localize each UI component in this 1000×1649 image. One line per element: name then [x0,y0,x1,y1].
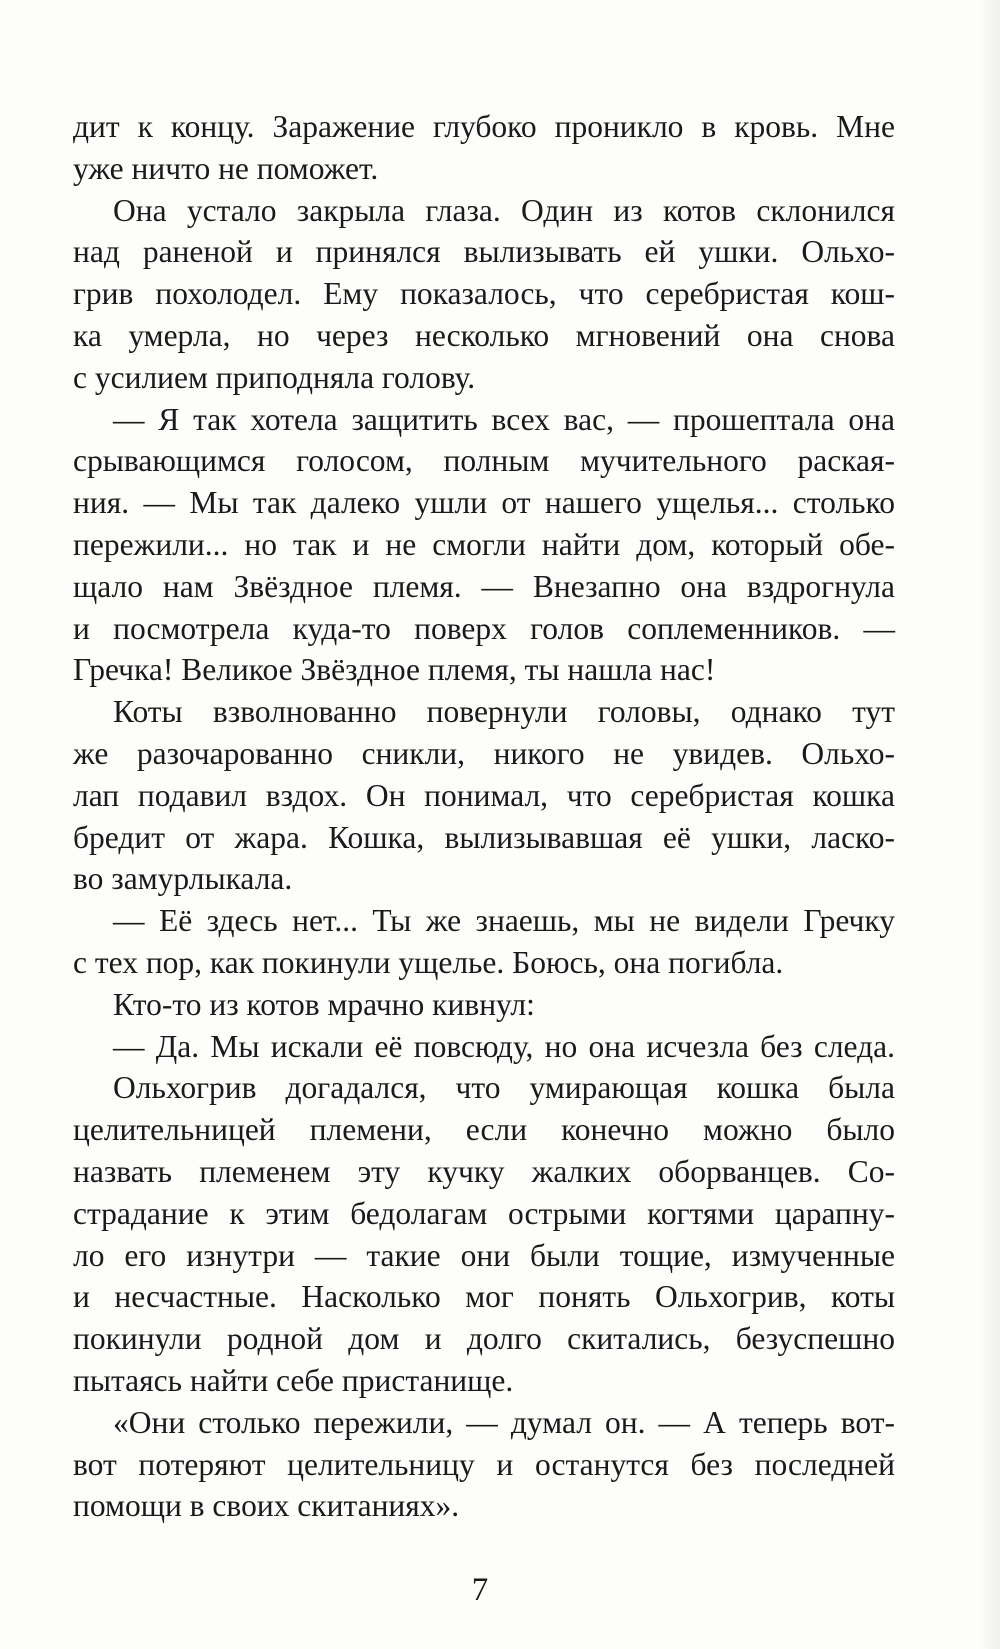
text-line: вот потеряют целительницу и останутся без последней [73,1446,895,1482]
text-line: целительницей племени, если конечно можно было [73,1112,895,1148]
text-line: и посмотрела куда-то поверх голов соплеменников. — [73,610,895,646]
text-line: с усилием приподняла голову. [73,359,476,395]
text-line: с тех пор, как покинули ущелье. Боюсь, она погибла. [73,944,784,980]
text-line: ния. — Мы так далеко ушли от нашего ущелья... столько [73,485,895,521]
text-line: Она устало закрыла глаза. Один из котов склонился [113,192,895,228]
text-line: «Они столько пережили, — думал он. — А теперь вот- [113,1404,895,1440]
text-line: ка умерла, но через несколько мгновений она снова [73,317,895,353]
page-edge-shadow [978,0,1000,1649]
text-line: ло его изнутри — такие они были тощие, измученные [73,1237,895,1273]
text-line: — Я так хотела защитить всех вас, — прошептала она [113,401,895,437]
text-line: пытаясь найти себе пристанище. [73,1362,514,1398]
text-line: помощи в своих скитаниях». [73,1488,460,1524]
text-line: пережили... но так и не смогли найти дом, который обе- [73,526,895,562]
text-line: Коты взволнованно повернули головы, однако тут [113,694,895,730]
page-number: 7 [471,1572,489,1608]
text-line: Ольхогрив догадался, что умирающая кошка была [113,1070,895,1106]
text-line: и несчастные. Насколько мог понять Ольхогрив, коты [73,1279,895,1315]
text-line: грив похолодел. Ему показалось, что серебристая кош- [73,276,895,312]
text-line: Кто-то из котов мрачно кивнул: [113,986,535,1022]
text-line: покинули родной дом и долго скитались, безуспешно [73,1321,895,1357]
text-line: же разочарованно сникли, никого не увидев. Ольхо- [73,735,895,771]
text-line: — Да. Мы искали её повсюду, но она исчезла без следа. [113,1028,895,1064]
text-line: дит к концу. Заражение глубоко проникло в кровь. Мне [73,109,895,144]
text-line: щало нам Звёздное племя. — Внезапно она вздрогнула [73,568,895,604]
text-line: уже ничто не поможет. [73,150,379,186]
text-line: Гречка! Великое Звёздное племя, ты нашла нас! [73,652,716,688]
text-line: над раненой и принялся вылизывать ей ушки. Ольхо- [73,234,895,270]
body-text [73,106,895,1527]
text-line: срывающимся голосом, полным мучительного раская- [73,443,895,479]
text-line: лап подавил вздох. Он понимал, что серебристая кошка [73,777,895,813]
text-line: — Её здесь нет... Ты же знаешь, мы не видели Гречку [113,903,895,939]
text-line: бредит от жара. Кошка, вылизывавшая её ушки, ласко- [73,819,895,855]
text-line: во замурлыкала. [73,861,293,897]
text-line: страдание к этим бедолагам острыми когтями царапну- [73,1195,895,1231]
text-line: назвать племенем эту кучку жалких оборванцев. Со- [73,1153,895,1189]
